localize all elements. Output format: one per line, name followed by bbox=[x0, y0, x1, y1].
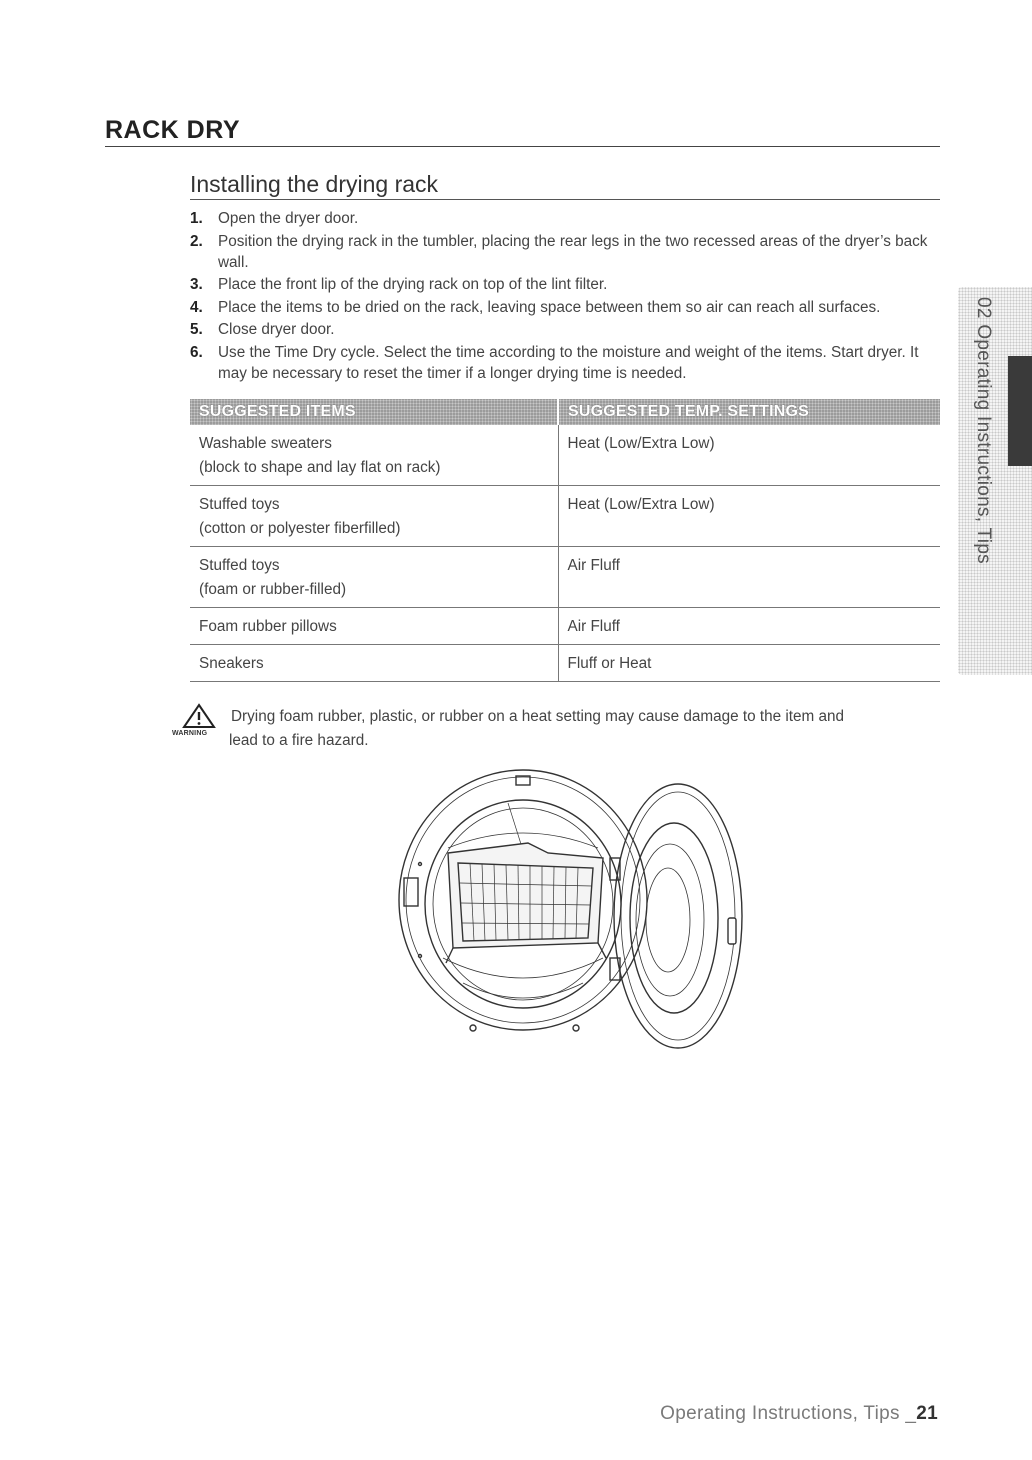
table-row bbox=[190, 608, 940, 645]
section-divider bbox=[190, 199, 940, 200]
warning-symbol bbox=[172, 703, 224, 745]
item-cell bbox=[190, 645, 558, 682]
chapter-side-tab bbox=[958, 287, 1032, 675]
item-name: Stuffed toys bbox=[199, 496, 280, 513]
column-header-settings: SUGGESTED TEMP. SETTINGS bbox=[558, 399, 940, 425]
warning-label: WARNING bbox=[172, 730, 208, 737]
step-item bbox=[190, 231, 935, 273]
page-title: RACK DRY bbox=[105, 116, 241, 144]
step-number: 1. bbox=[190, 210, 203, 227]
setting-cell: Heat (Low/Extra Low) bbox=[558, 425, 940, 486]
step-item bbox=[190, 297, 935, 318]
section-title: Installing the drying rack bbox=[190, 171, 439, 197]
item-note: (foam or rubber-filled) bbox=[199, 581, 347, 598]
table-header-row bbox=[190, 399, 940, 425]
dryer-drying-rack-illustration bbox=[388, 758, 744, 1058]
title-divider bbox=[105, 146, 940, 147]
step-text: Close dryer door. bbox=[218, 321, 335, 338]
suggested-items-table bbox=[190, 399, 940, 682]
chapter-tab-marker bbox=[1008, 356, 1032, 466]
step-number: 4. bbox=[190, 298, 203, 316]
footer-text: Operating Instructions, Tips _ bbox=[660, 1403, 917, 1424]
step-text: Position the drying rack in the tumbler, placing the rear legs in the two recessed areas of the dryer’s back wall. bbox=[218, 232, 928, 271]
step-text: Open the dryer door. bbox=[218, 210, 359, 227]
step-text: Use the Time Dry cycle. Select the time according to the moisture and weight of the items. Start dryer. It may be necessary to reset the timer if a longer drying time is needed. bbox=[218, 343, 919, 382]
item-cell bbox=[190, 547, 558, 608]
step-number: 2. bbox=[190, 232, 203, 250]
item-cell bbox=[190, 486, 558, 547]
item-note: (cotton or polyester fiberfilled) bbox=[199, 520, 401, 537]
table-row bbox=[190, 425, 940, 486]
setting-cell: Air Fluff bbox=[558, 608, 940, 645]
step-item bbox=[190, 342, 935, 384]
setting-cell: Air Fluff bbox=[558, 547, 940, 608]
item-name: Washable sweaters bbox=[199, 435, 332, 452]
step-text: Place the front lip of the drying rack on top of the lint filter. bbox=[218, 276, 608, 293]
warning-text bbox=[231, 705, 936, 753]
chapter-tab-label: 02 Operating Instructions, Tips bbox=[973, 297, 994, 564]
step-item bbox=[190, 319, 935, 340]
table-row bbox=[190, 486, 940, 547]
item-name: Stuffed toys bbox=[199, 557, 280, 574]
item-name: Sneakers bbox=[199, 655, 264, 672]
page-number: 21 bbox=[916, 1403, 938, 1424]
item-note: (block to shape and lay flat on rack) bbox=[199, 459, 441, 476]
column-header-items: SUGGESTED ITEMS bbox=[190, 399, 558, 425]
setting-cell: Fluff or Heat bbox=[558, 645, 940, 682]
warning-line-2: lead to a fire hazard. bbox=[229, 732, 369, 749]
warning-line-1: Drying foam rubber, plastic, or rubber on a heat setting may cause damage to the item and bbox=[231, 708, 845, 725]
step-number: 6. bbox=[190, 343, 203, 361]
page-footer bbox=[660, 1403, 938, 1425]
item-cell bbox=[190, 608, 558, 645]
setting-cell: Heat (Low/Extra Low) bbox=[558, 486, 940, 547]
step-number: 3. bbox=[190, 276, 203, 293]
step-item bbox=[190, 274, 935, 295]
warning-triangle-icon bbox=[182, 703, 216, 729]
installation-steps bbox=[190, 208, 935, 385]
item-name: Foam rubber pillows bbox=[199, 618, 337, 635]
table-row bbox=[190, 645, 940, 682]
step-item bbox=[190, 208, 935, 229]
table-row bbox=[190, 547, 940, 608]
item-cell bbox=[190, 425, 558, 486]
step-number: 5. bbox=[190, 321, 203, 338]
step-text: Place the items to be dried on the rack, leaving space between them so air can reach all surfaces. bbox=[218, 298, 881, 316]
